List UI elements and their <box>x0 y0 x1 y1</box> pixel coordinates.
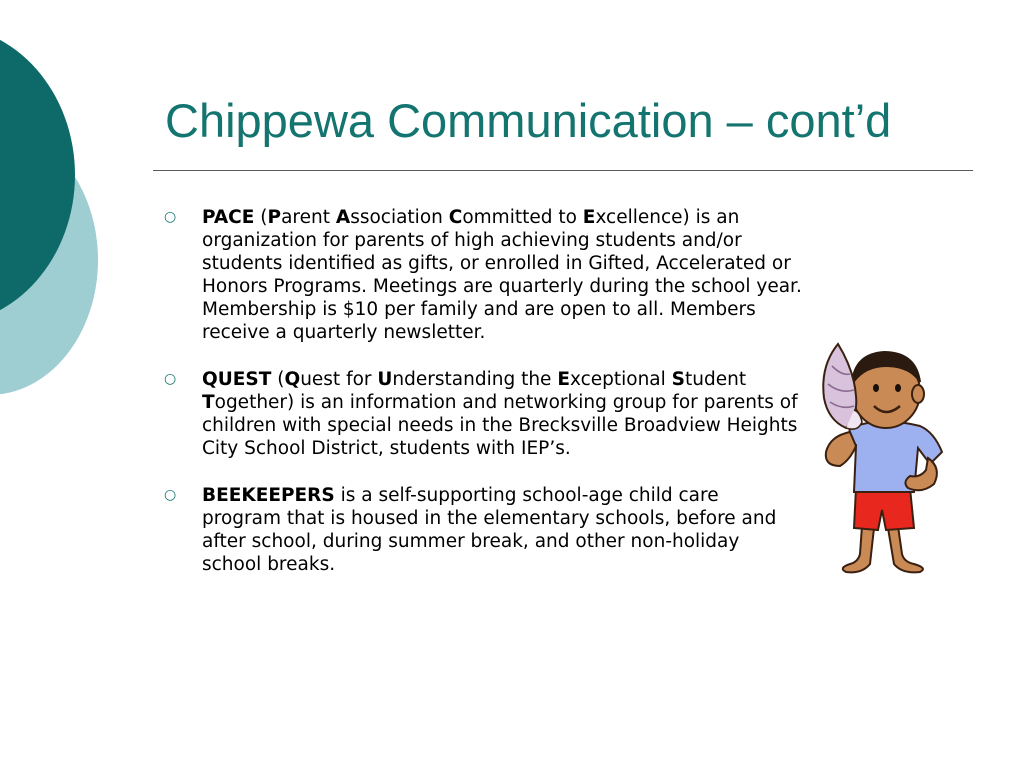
title-divider <box>153 170 973 171</box>
bullet-marker-icon: ○ <box>164 209 177 225</box>
bullet-marker-icon: ○ <box>164 371 177 387</box>
body-text: ssociation <box>350 207 449 228</box>
body-text: ( <box>271 369 285 390</box>
body-text: uest for <box>300 369 378 390</box>
body-text: ommitted to <box>462 207 583 228</box>
bullet-text <box>202 485 776 575</box>
boy-with-seashell-icon <box>810 336 956 576</box>
body-text: xceptional <box>569 369 672 390</box>
body-text: arent <box>281 207 336 228</box>
bold-text: U <box>377 369 393 390</box>
body-text: tudent <box>685 369 747 390</box>
body-text: xcellence) is an organization for parents of high achieving students and/or students identified as gifts, or enrolled in Gifted, Accelerated or Honors Programs. Meetings are quarterly during the school year. Membership is $10 per family and are open to all. Members receive a quarterly newsletter. <box>202 207 802 343</box>
body-text: ( <box>254 207 268 228</box>
bullet-marker-icon: ○ <box>164 487 177 503</box>
body-text: ogether) is an information and networking group for parents of children with special needs in the Brecksville Broadview Heights City School District, students with IEP’s. <box>202 392 798 459</box>
bold-text: T <box>202 392 215 413</box>
bold-text: E <box>582 207 596 228</box>
bold-text: E <box>557 369 570 390</box>
bold-text: BEEKEEPERS <box>202 485 335 506</box>
bold-text: C <box>448 207 463 228</box>
bullet-text <box>202 207 802 343</box>
body-text: is a self-supporting school-age child care program that is housed in the elementary schools, before and after school, during summer break, and other non-holiday school breaks. <box>202 485 777 575</box>
body-text: nderstanding the <box>392 369 558 390</box>
bold-text: PACE <box>202 207 255 228</box>
bold-text: P <box>267 207 282 228</box>
bullet-quest <box>162 368 802 460</box>
bold-text: QUEST <box>202 369 272 390</box>
bullet-beekeepers <box>162 484 802 576</box>
bold-text: S <box>671 369 685 390</box>
bullet-pace <box>162 206 802 344</box>
bold-text: A <box>335 207 351 228</box>
bullet-text <box>202 369 798 459</box>
bullet-list <box>162 206 802 600</box>
bold-text: Q <box>284 369 301 390</box>
slide-title: Chippewa Communication – cont’d <box>165 94 892 147</box>
